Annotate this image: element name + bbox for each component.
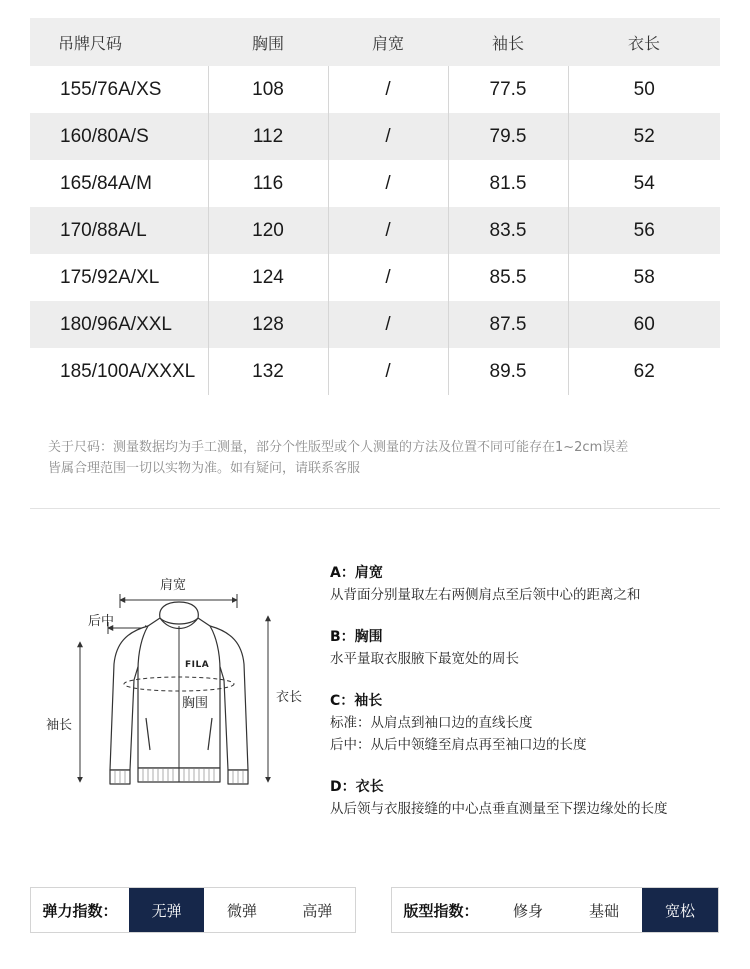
elasticity-option-none: 无弹: [129, 888, 204, 932]
table-header-row: [30, 18, 720, 66]
definition-chest: [330, 626, 730, 670]
definition-title: D：衣长: [330, 779, 384, 795]
cell-sleeve: 81.5: [448, 160, 568, 207]
elasticity-label: 弹力指数：: [42, 901, 118, 920]
cell-chest: 112: [208, 113, 328, 160]
note-line: 关于尺码：测量数据均为手工测量，部分个性版型或个人测量的方法及位置不同可能存在1~2cm误差: [48, 440, 629, 455]
definition-title: B：胸围: [330, 629, 383, 645]
fit-label: 版型指数：: [403, 901, 479, 920]
definition-title: C：袖长: [330, 693, 383, 709]
back-center-label: 后中: [88, 614, 115, 629]
cell-size: 180/96A/XXL: [30, 301, 208, 348]
cell-size: 175/92A/XL: [60, 266, 160, 288]
table-row: [30, 348, 720, 395]
fit-option-regular: 基础: [588, 901, 619, 920]
table-row: [30, 254, 720, 301]
cell-length: 62: [568, 348, 720, 395]
definition-text: 后中：从后中领缝至肩点再至袖口边的长度: [330, 737, 587, 753]
cell-length: 52: [568, 113, 720, 160]
header-sleeve: 袖长: [448, 18, 568, 66]
note-line: 皆属合理范围一切以实物为准。如有疑问，请联系客服: [48, 461, 361, 476]
definition-text: 标准：从肩点到袖口边的直线长度: [330, 715, 533, 731]
table-row: [30, 301, 720, 348]
header-shoulder: 肩宽: [328, 18, 448, 66]
cell-length: 58: [568, 254, 720, 301]
cell-sleeve: 83.5: [448, 207, 568, 254]
cell-length: 54: [568, 160, 720, 207]
cell-sleeve: 89.5: [448, 348, 568, 395]
cell-shoulder: /: [328, 301, 448, 348]
cell-sleeve: 79.5: [448, 113, 568, 160]
divider: [30, 508, 720, 509]
jacket-illustration: [30, 560, 320, 810]
cell-size: 165/84A/M: [60, 172, 152, 194]
cell-size: 155/76A/XS: [60, 78, 162, 100]
measurement-definitions: [330, 562, 730, 840]
cell-shoulder: /: [328, 254, 448, 301]
definition-sleeve: [330, 690, 730, 756]
size-table: [30, 18, 720, 395]
length-label: 衣长: [276, 690, 303, 705]
size-note: [48, 437, 728, 479]
cell-size: 170/88A/L: [30, 207, 208, 254]
elasticity-index: [30, 887, 356, 933]
table-row: [30, 207, 720, 254]
cell-length: 50: [568, 66, 720, 113]
fit-option-slim: 修身: [512, 901, 543, 920]
fit-index: [391, 887, 719, 933]
cell-sleeve: 85.5: [448, 254, 568, 301]
definition-title: A：肩宽: [330, 565, 383, 581]
chest-label: 胸围: [182, 696, 209, 711]
shoulder-label: 肩宽: [160, 578, 187, 593]
cell-chest: 128: [208, 301, 328, 348]
cell-chest: 132: [208, 348, 328, 395]
cell-chest: 120: [208, 207, 328, 254]
cell-chest: 116: [208, 160, 328, 207]
fit-option-loose: 宽松: [642, 888, 718, 932]
header-chest: 胸围: [208, 18, 328, 66]
table-row: [30, 113, 720, 160]
cell-chest: 108: [208, 66, 328, 113]
cell-sleeve: 77.5: [448, 66, 568, 113]
definition-length: [330, 776, 730, 820]
elasticity-option-slight: 微弹: [226, 901, 257, 920]
definition-text: 水平量取衣服腋下最宽处的周长: [330, 651, 519, 667]
elasticity-option-high: 高弹: [302, 901, 333, 920]
cell-length: 60: [568, 301, 720, 348]
cell-chest: 124: [208, 254, 328, 301]
header-tag-size: 吊牌尺码: [30, 18, 208, 66]
header-length: 衣长: [568, 18, 720, 66]
cell-shoulder: /: [328, 207, 448, 254]
sleeve-label: 袖长: [46, 718, 73, 733]
table-row: [30, 160, 720, 207]
definition-shoulder: [330, 562, 730, 606]
cell-shoulder: /: [328, 348, 448, 395]
cell-size: 160/80A/S: [30, 113, 208, 160]
cell-size: 185/100A/XXXL: [60, 360, 196, 382]
cell-sleeve: 87.5: [448, 301, 568, 348]
definition-text: 从后领与衣服接缝的中心点垂直测量至下摆边缘处的长度: [330, 801, 668, 817]
brand-logo: FILA: [185, 660, 210, 670]
cell-shoulder: /: [328, 160, 448, 207]
definition-text: 从背面分别量取左右两侧肩点至后领中心的距离之和: [330, 587, 641, 603]
table-row: [30, 66, 720, 113]
cell-shoulder: /: [328, 66, 448, 113]
jacket-diagram: [30, 560, 320, 810]
cell-length: 56: [568, 207, 720, 254]
cell-shoulder: /: [328, 113, 448, 160]
